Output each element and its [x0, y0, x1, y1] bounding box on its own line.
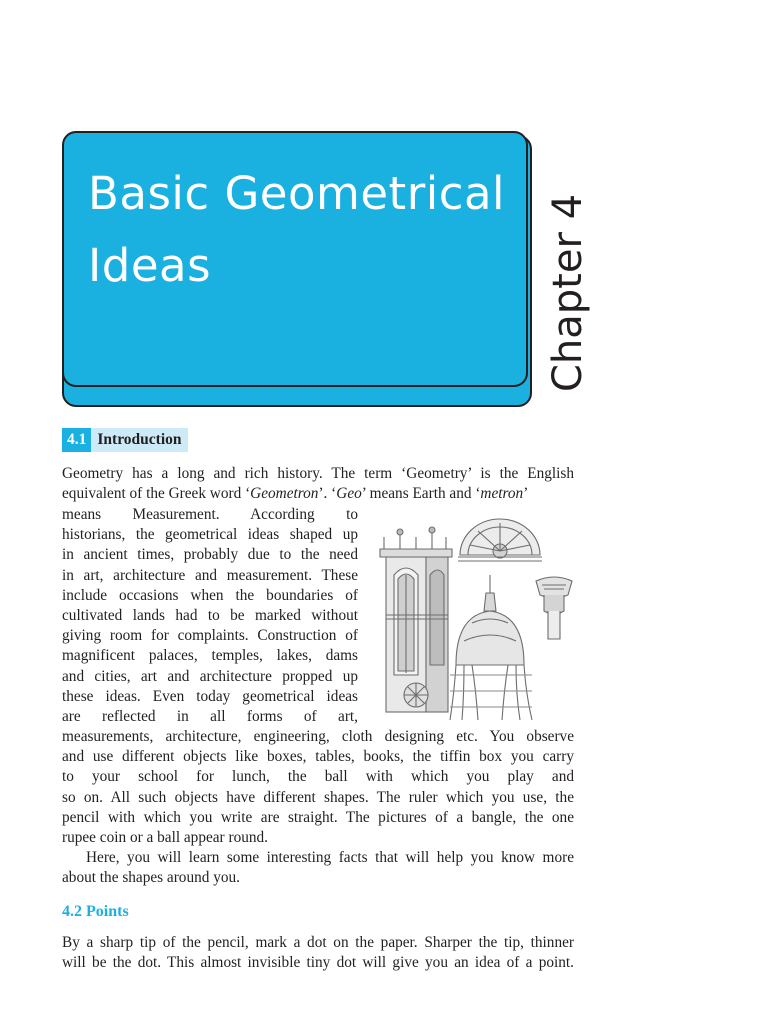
text-line: to your school for lunch, the ball with which you play and: [62, 768, 574, 786]
text-line: equivalent of the Greek word ‘Geometron’. ‘Geo’ means Earth and ‘metron’: [62, 485, 529, 503]
text-line: means Measurement. According to: [62, 506, 358, 523]
text-line: about the shapes around you.: [62, 869, 240, 887]
text-line: in ancient times, probably due to the need: [62, 546, 358, 564]
italic-term: metron: [480, 485, 524, 503]
text-line: include occasions when the boundaries of: [62, 586, 358, 604]
chapter-title-line-2: Ideas: [88, 239, 212, 292]
text-line: By a sharp tip of the pencil, mark a dot on the paper. Sharper the tip, thinner: [62, 934, 574, 951]
text-line: magnificent palaces, temples, lakes, dams: [62, 647, 358, 665]
text-line: cultivated lands had to be marked without: [62, 607, 358, 625]
intro-paragraph-narrow: [62, 505, 358, 727]
text-line: will be the dot. This almost invisible tiny dot will give you an idea of a point.: [62, 954, 574, 972]
text-line: and use different objects like boxes, tables, books, the tiffin box you carry: [62, 748, 574, 766]
text-line: in art, architecture and measurement. These: [62, 566, 358, 584]
fan-window-drawing: [458, 519, 542, 561]
paragraph-points: [62, 933, 574, 973]
paragraph-shapes: [62, 848, 574, 888]
italic-term: Geometron: [250, 485, 319, 503]
text-line: Here, you will learn some interesting facts that will help you know more: [86, 849, 574, 866]
capital-drawing: [536, 577, 572, 639]
text-line: pencil with which you write are straight. The pictures of a bangle, the one: [62, 808, 574, 826]
text-line: rupee coin or a ball appear round.: [62, 829, 268, 847]
chapter-title: [88, 158, 528, 302]
text-line: Geometry has a long and rich history. The term ‘Geometry’ is the English: [62, 465, 574, 482]
text-line: so on. All such objects have different shapes. The ruler which you use, the: [62, 788, 574, 806]
dome-drawing: [450, 575, 532, 720]
tower-drawing: [380, 527, 452, 712]
text-line: measurements, architecture, engineering, cloth designing etc. You observe: [62, 728, 574, 745]
text-line: are reflected in all forms of art,: [62, 708, 358, 726]
architecture-illustration: [372, 515, 580, 720]
section-heading-points: 4.2 Points: [62, 903, 129, 920]
text-line: these ideas. Even today geometrical ideas: [62, 687, 358, 705]
section-heading-introduction: [62, 428, 188, 452]
section-title: Introduction: [91, 428, 187, 452]
text-line: giving room for complaints. Construction of: [62, 627, 358, 645]
text-line: and cities, art and architecture propped up: [62, 667, 358, 685]
section-number: 4.1: [62, 428, 91, 452]
italic-term: Geo: [336, 485, 362, 503]
intro-paragraph-top: [62, 464, 574, 504]
intro-paragraph-bottom: [62, 727, 574, 848]
chapter-label: Chapter 4: [545, 193, 591, 392]
text-line: historians, the geometrical ideas shaped up: [62, 526, 358, 544]
chapter-title-line-1: Basic Geometrical: [88, 167, 506, 220]
